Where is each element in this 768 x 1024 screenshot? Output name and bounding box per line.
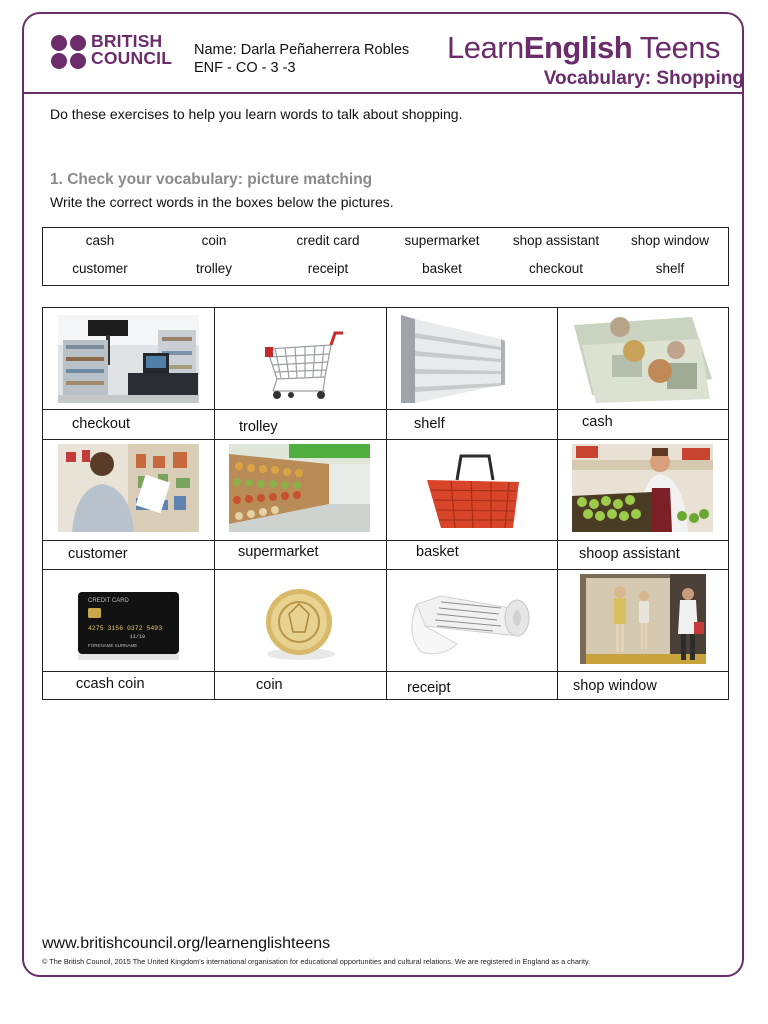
footer-copyright: © The British Council, 2015 The United Kingdom's international organisation for educational opportunities and cultural relations. We are registered in England as a charity. (42, 957, 591, 966)
word-bank-item: customer (72, 261, 128, 276)
shopping-trolley-image (229, 315, 370, 403)
answer-field[interactable]: coin (256, 677, 283, 693)
learnenglish-teens-logo: LearnEnglish Teens (446, 30, 720, 65)
answer-field[interactable]: supermarket (238, 544, 319, 560)
shop-window-image (580, 574, 706, 664)
answer-field[interactable]: receipt (407, 680, 451, 696)
word-bank-item: trolley (195, 261, 232, 276)
exercise-title: 1. Check your vocabulary: picture matching (50, 171, 373, 188)
word-bank-item: basket (422, 261, 462, 276)
answer-field[interactable]: customer (68, 546, 128, 562)
credit-card-image (58, 574, 199, 664)
card-label: CREDIT CARD (88, 598, 129, 604)
word-bank-item: shop window (630, 233, 710, 248)
card-number: 4275 3156 0372 5493 (88, 625, 163, 632)
logo-wordmark: BRITISH COUNCIL (91, 31, 173, 68)
picture-matching-grid (42, 307, 729, 700)
word-bank (42, 227, 729, 286)
pound-coin-image (229, 574, 370, 664)
logo-dots-icon (50, 34, 90, 70)
word-bank-item: coin (201, 233, 227, 248)
card-holder: FORENAME SURNAME (88, 643, 138, 648)
word-bank-item: receipt (307, 261, 349, 276)
word-bank-item: supermarket (404, 233, 480, 248)
shop-assistant-image (572, 444, 713, 532)
footer-url[interactable]: www.britishcouncil.org/learnenglishteens (42, 935, 331, 952)
card-expiry: 11/19 (130, 634, 146, 640)
receipt-image (401, 574, 542, 664)
banknotes-and-coins-image (572, 315, 713, 403)
answer-field[interactable]: cash (582, 414, 613, 430)
word-bank-item: shop assistant (512, 233, 600, 248)
answer-field[interactable]: basket (416, 544, 459, 560)
checkout-counter-image (58, 315, 199, 403)
intro-text: Do these exercises to help you learn words to talk about shopping. (50, 106, 463, 122)
customer-reading-list-image (58, 444, 199, 532)
answer-field[interactable]: trolley (239, 419, 278, 435)
header-divider (23, 92, 743, 94)
empty-shelves-image (401, 315, 542, 403)
british-council-logo (50, 32, 180, 72)
student-name: Name: Darla Peñaherrera Robles (194, 42, 410, 58)
student-info (194, 41, 409, 77)
supermarket-aisle-image (229, 444, 370, 532)
answer-field[interactable]: checkout (72, 416, 131, 432)
section-title: Vocabulary: Shopping (543, 68, 744, 89)
answer-field[interactable]: shop window (573, 678, 657, 694)
answer-field[interactable]: shelf (414, 416, 445, 432)
answer-field[interactable]: ccash coin (76, 676, 145, 692)
word-bank-item: shelf (655, 261, 685, 276)
answer-field[interactable]: shoop assistant (579, 546, 680, 562)
word-bank-item: cash (85, 233, 115, 248)
word-bank-item: credit card (296, 233, 360, 248)
exercise-instruction: Write the correct words in the boxes below the pictures. (50, 194, 394, 210)
student-code: ENF - CO - 3 -3 (194, 60, 296, 76)
word-bank-item: checkout (528, 261, 584, 276)
red-basket-image (401, 444, 542, 532)
